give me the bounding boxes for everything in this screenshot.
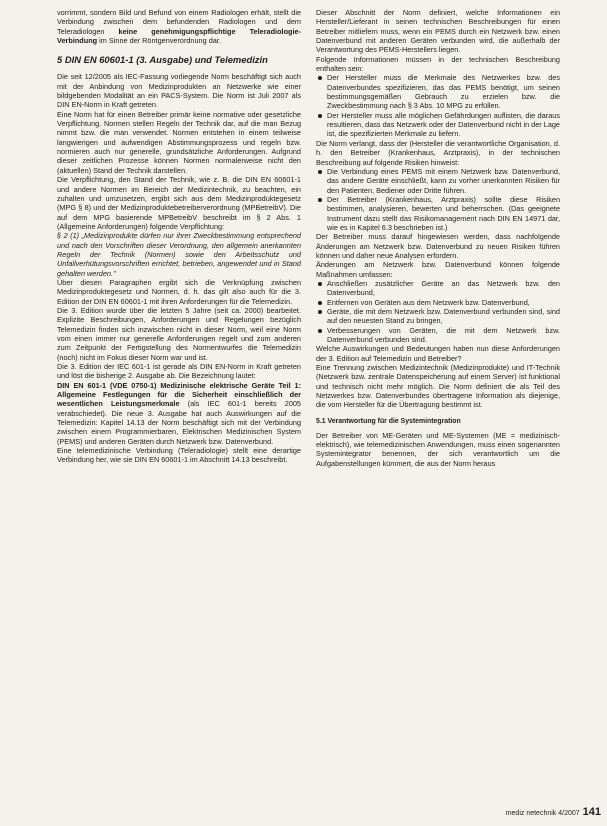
list-item: Der Hersteller muss die Merkmale des Netzwerkes bzw. des Datenverbundes spezifizieren, das das PEMS benötigt, um seinen bestimmungsgemäßen Gebrauch zu erzielen bzw. die Zweckbestimmung nach § 3 Abs. 10 MPG zu erfüllen.	[327, 73, 560, 111]
paragraph: Folgende Informationen müssen in der technischen Beschreibung enthalten sein:	[316, 54, 560, 74]
paragraph: Die Verpflichtung, den Stand der Technik, wie z. B. die DIN EN 60601-1 und andere Normen im Bereich der Medizintechnik, zu beachten, ein zuhalten und umzusetzen, ergibt sich aus dem Medizinproduktegesetz (MPG § 8) und der Medizinproduktebetreiberverordnung (MPBetreibV). Die auf dem MPG basierende MPBetreibV beschreibt im § 2 Abs. 1 (Allgemeine Anforderungen) folgende Verpflichtung:	[57, 175, 301, 231]
list-item: Die Verbindung eines PEMS mit einem Netzwerk bzw. Datenverbund, das andere Geräte einschließt, kann zu vorher unerkannten Risiken für den Patienten, Bediener oder Dritte führen.	[327, 166, 560, 195]
paragraph: Die 3. Edition wurde über die letzten 5 Jahre (seit ca. 2000) bearbeitet. Explizite Beschreibungen, Anforderungen und Regelungen bezüglich Telemedizin finden sich inzwischen nicht in dieser Norm, weil eine Norm vom einen immer nur generelle Anforderungen regelt und zum anderen zum Zeitpunkt der Fertigstellung des Normentwurfes die Telemedizin (noch) nicht im Fokus dieser Norm war und ist.	[57, 305, 301, 362]
left-column	[57, 8, 301, 465]
paragraph: Die 3. Edition der IEC 601-1 ist gerade als DIN EN-Norm in Kraft getreten und löst die bisherige 2. Ausgabe ab. Die Bezeichnung lautet:	[57, 362, 301, 381]
list-item: Anschließen zusätzlicher Geräte an das Netzwerk bzw. den Datenverbund,	[327, 278, 560, 298]
subsection-heading: 5.1 Verantwortung für die Systemintegration	[316, 417, 461, 425]
paragraph: Die Norm verlangt, dass der (Hersteller die verantwortliche Organisation, d. h. den Betreiber (Krankenhaus, Arztpraxis), in der technischen Beschreibung auf folgende Risiken hinweist:	[316, 138, 560, 167]
intro-bold-text: keine genehmigungspflichtige Teleradiologie-Verbindung	[57, 26, 301, 46]
list-item: Der Hersteller muss alle möglichen Gefährdungen auflisten, die daraus resultieren, dass das Netzwerk oder der Datenverbund nicht in der Lage ist, die spezifizierten Merkmale zu liefern.	[327, 110, 560, 139]
list-item: Der Betreiber (Krankenhaus, Arztpraxis) sollte diese Risiken bestimmen, analysieren, bewerten und beherrschen. (Das geeignete Instrument dazu stellt das Risikomanagement nach DIN EN 14971 dar, wie es in Kapitel 6.3 beschrieben ist.)	[327, 194, 560, 232]
bullet-list	[316, 279, 560, 344]
section-heading: 5 DIN EN 60601-1 (3. Ausgabe) und Telemedizin	[57, 54, 268, 66]
paragraph: Eine Trennung zwischen Medizintechnik (Medizinprodukte) und IT-Technik (Netzwerk bzw. zentrale Datenspeicherung auf einem Server) ist funktional und technisch nicht mehr möglich. Die Norm definiert die als Teil des Netzwerkes bzw. Datenverbundes übertragene Information als diejenige, die vom Hersteller für die Übertragung bestimmt ist.	[316, 363, 560, 410]
intro-paragraph: vorrimmt, sondern Bild und Befund von einem Radiologen erhält, stellt die Verbindung zwischen dem befundenden Radiologen und dem Teleradiologen keine genehmigungspflichtige Teleradiologie-Verbindung im Sinne der Röntgenverordnung dar.	[57, 8, 301, 46]
right-column	[316, 8, 560, 468]
paragraph: Welche Auswirkungen und Bedeutungen haben nun diese Anforderungen der 3. Edition auf Telemedizin und Betreiber?	[316, 344, 560, 363]
paragraph: Über diesen Paragraphen ergibt sich die Verknüpfung zwischen Medizinproduktegesetz und Normen, d. h. das gilt also auch für die 3. Edition der DIN EN 60601-1 mit ihren Anforderungen für die Telemedizin.	[57, 277, 301, 306]
page-number: 141	[582, 806, 601, 818]
paragraph: Der Betreiber von ME-Geräten und ME-Systemen (ME = medizinisch-elektrisch), wie telemedizinischen Anwendungen, muss einen sogenannten Systemintegrator benennen, der sich verantwortlich um die Aufgabenstellungen kümmert, die aus der Norm heraus	[316, 430, 560, 468]
paragraph: Eine Norm hat für einen Betreiber primär keine normative oder gesetzliche Verpflichtung. Normen stellen Regeln der Technik dar, auf die man Bezug nimmt bzw. die man verwendet. Normen entstehen in einem teilweise langwierigen und aufwendigen Abstimmungsprozess und regeln bzw. normieren auch nur generelle, grundsätzliche Anforderungen. Aufgrund dieser zeitlichen Prozesse können Normen normalerweise nicht den (aktuellen) Stand der Technik darstellen.	[57, 109, 301, 175]
paragraph: Die seit 12/2005 als IEC-Fassung vorliegende Norm beschäftigt sich auch mit der Anbindung von Medizinprodukten an Netzwerke wie einer bildgebenden Modalität an ein PACS-System. Die Norm ist Juli 2007 als DIN EN-Norm in Kraft getreten.	[57, 72, 301, 110]
journal-name: mediz netechnik 4/2007	[505, 810, 580, 817]
paragraph: Eine telemedizinische Verbindung (Teleradiologie) stellt eine derartige Verbindung her, wie sie DIN EN 60601-1 im Abschnitt 14.13 beschreibt.	[57, 446, 301, 465]
list-item: Entfernen von Geräten aus dem Netzwerk bzw. Datenverbund,	[327, 298, 560, 307]
paragraph: Der Betreiber muss darauf hingewiesen werden, dass nachfolgende Änderungen am Netzwerk bzw. Datenverbund zu neuen Risiken führen können und daher neue Analysen erfordern.	[316, 232, 560, 260]
paragraph: Dieser Abschnitt der Norm definiert, welche Informationen ein Hersteller/Lieferant in seinen technischen Beschreibungen für einen Betreiber mitliefern muss, wenn ein PEMS durch ein Netzwerk bzw. einen Datenverbund mit anderen Geräten verbunden wird, die außerhalb der Verantwortung des PEMS-Herstellers liegen.	[316, 8, 560, 55]
bullet-list	[316, 167, 560, 232]
list-item: Verbesserungen von Geräten, die mit dem Netzwerk bzw. Datenverbund verbunden sind.	[327, 325, 560, 345]
paragraph: Änderungen am Netzwerk bzw. Datenverbund können folgende Maßnahmen umfassen:	[316, 260, 560, 279]
bullet-list	[316, 73, 560, 138]
norm-title-paragraph: DIN EN 601-1 (VDE 0750-1) Medizinische elektrische Geräte Teil 1: Allgemeine Festlegungen für die Sicherheit einschließlich der wesentlichen Leistungsmerkmale (als IEC 601-1 bereits 2005 verabschiedet). Die neue 3. Ausgabe hat auch Auswirkungen auf die Telemedizin: Kapitel 14.13 der Norm beschäftigt sich mit der Verbindung zwischen einem Programmierbaren, Elektrischen Medizinischen System (PEMS) und anderen Geräten durch Netzwerk bzw. Datenverbund.	[57, 380, 301, 446]
list-item: Geräte, die mit dem Netzwerk bzw. Datenverbund verbunden sind, sind auf den neuesten Stand zu bringen,	[327, 307, 560, 326]
legal-quote: § 2 (1) „Medizinprodukte dürfen nur ihrer Zweckbestimmung entsprechend und nach den Vorschriften dieser Verordnung, den allgemein anerkannten Regeln der Technik (Normen) sowie den Arbeitsschutz und Unfallverhütungsvorschriften errichtet, betrieben, angewendet und in Stand gehalten werden."	[57, 231, 301, 278]
page-footer	[506, 806, 601, 820]
